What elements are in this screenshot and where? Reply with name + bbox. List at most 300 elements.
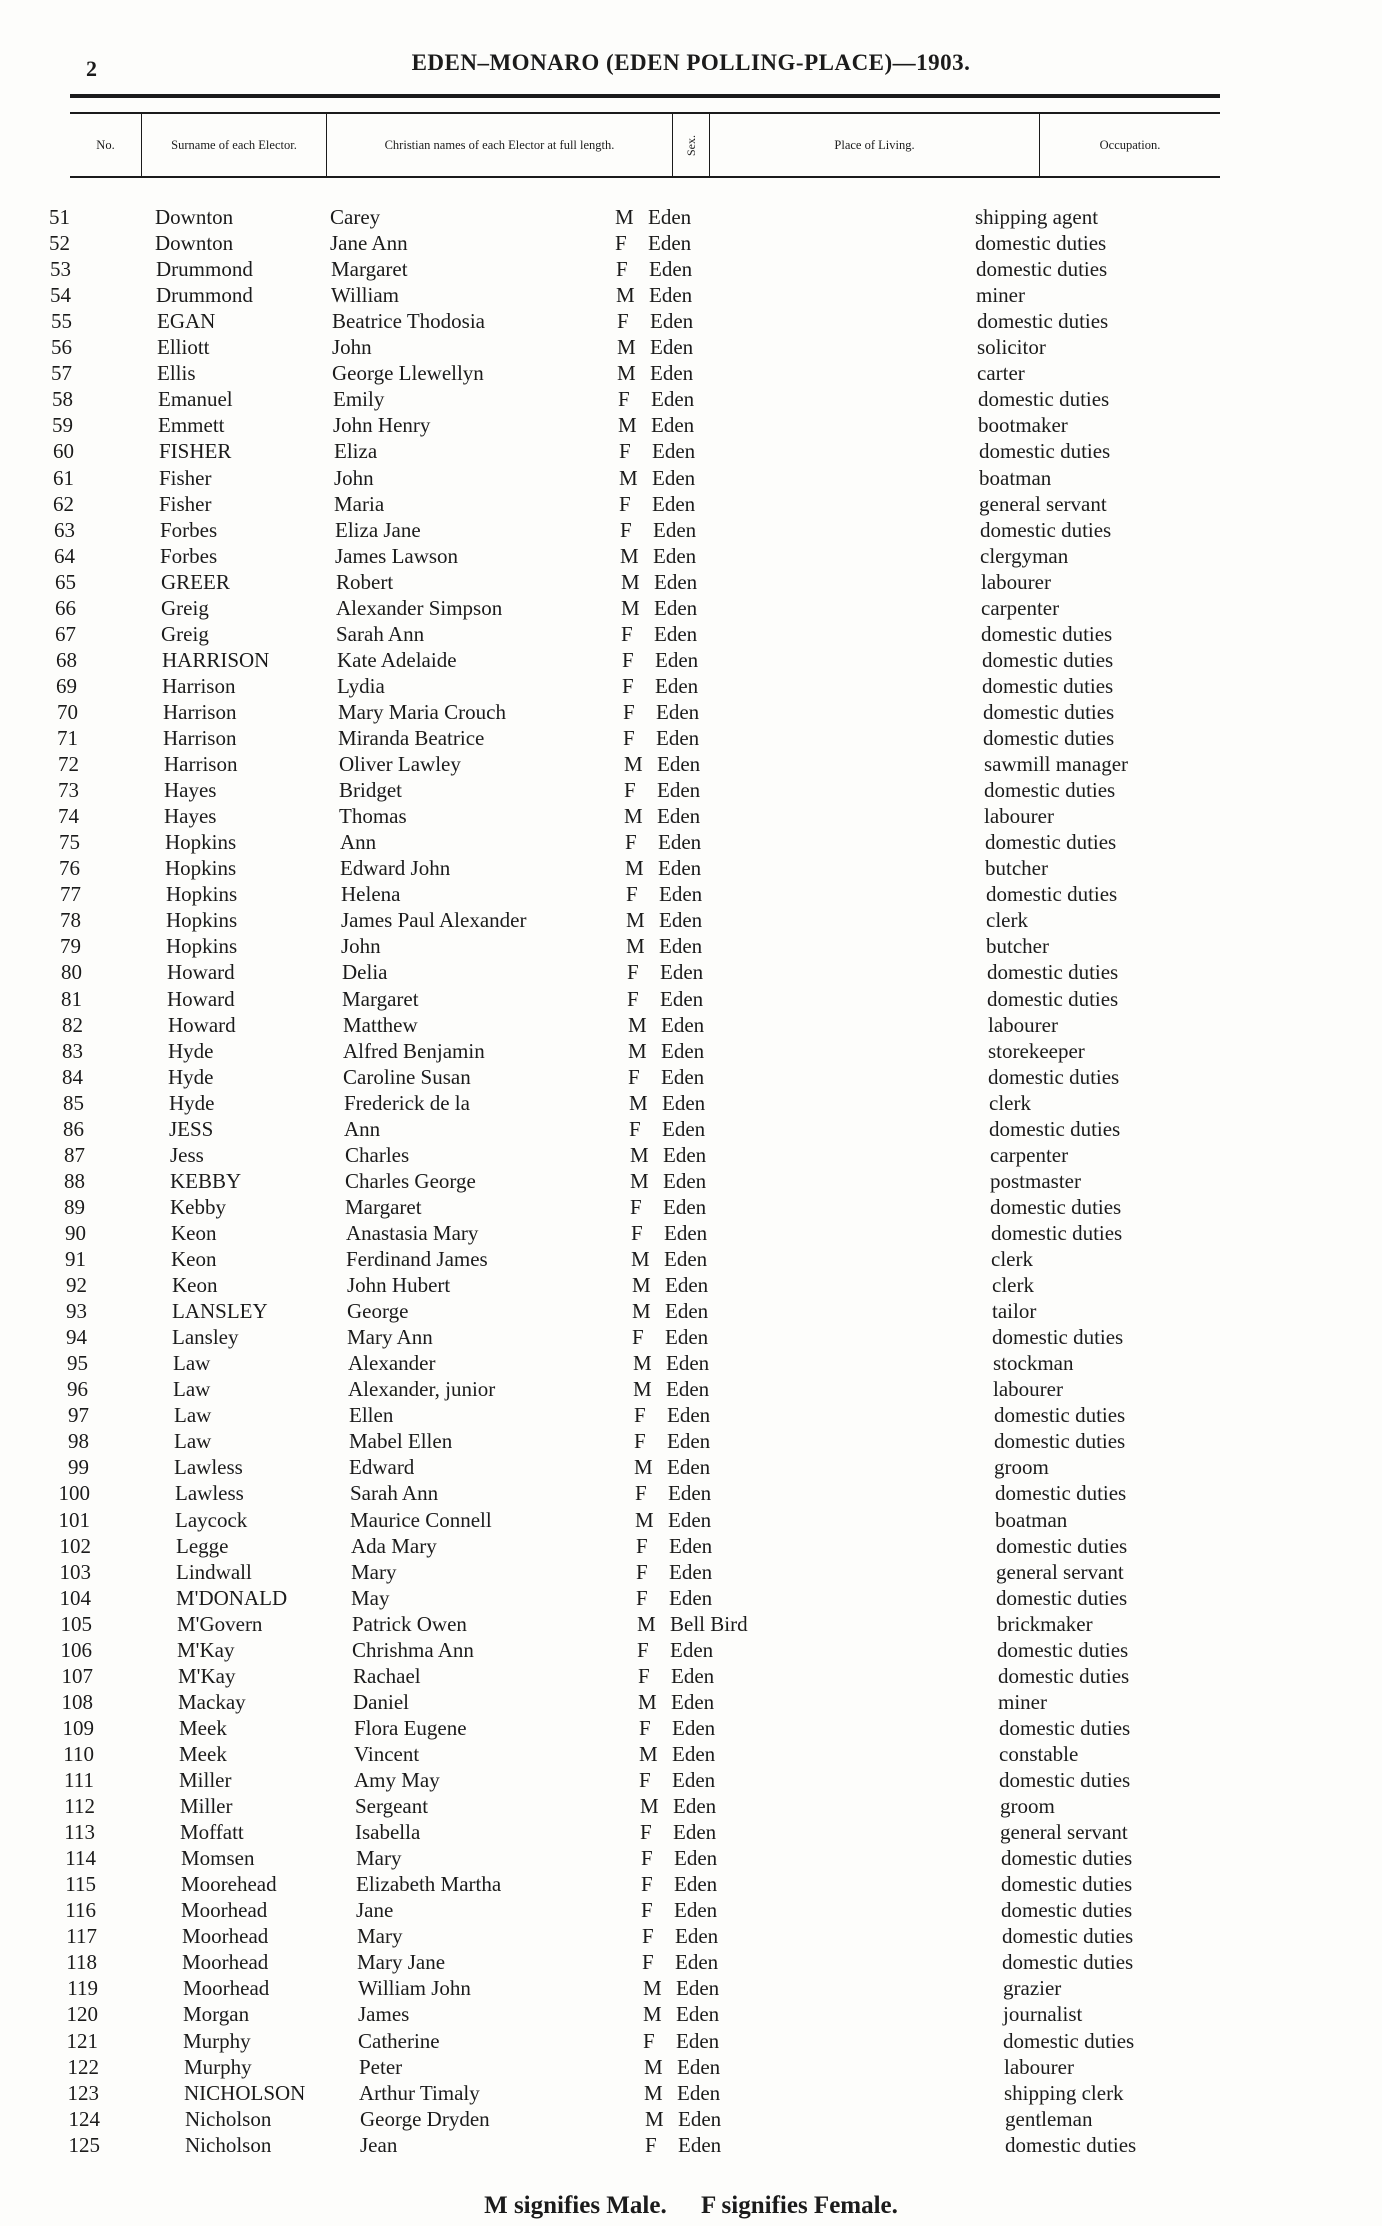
cell-surname: Keon [171,1247,217,1271]
cell-occupation: domestic duties [997,1638,1129,1662]
table-row [0,1480,1382,1506]
header-rule-bottom [70,176,1220,178]
cell-christian-names: Rachael [353,1664,421,1688]
cell-christian-names: John [332,335,372,359]
cell-surname: Meek [179,1716,227,1740]
cell-place: Eden [678,2133,722,2157]
cell-surname: Harrison [163,700,237,724]
cell-surname: KEBBY [170,1169,242,1193]
cell-surname: M'Kay [178,1664,236,1688]
table-row [0,1871,1382,1897]
cell-sex: F [626,882,638,906]
footer-male-note: M signifies Male. [484,2192,667,2219]
column-header-no: No. [70,114,142,176]
cell-number: 67 [55,622,76,646]
cell-number: 57 [51,361,72,385]
cell-occupation: sawmill manager [984,752,1129,776]
cell-occupation: stockman [993,1351,1074,1375]
cell-christian-names: James [358,2002,410,2026]
cell-sex: F [622,674,634,698]
table-row [0,1142,1382,1168]
table-row [0,1637,1382,1663]
cell-christian-names: Sergeant [355,1794,429,1818]
cell-place: Eden [659,882,703,906]
cell-christian-names: John [341,934,381,958]
table-row [0,1741,1382,1767]
table-row [0,699,1382,725]
cell-sex: F [636,1586,648,1610]
cell-occupation: domestic duties [980,518,1112,542]
cell-occupation: shipping clerk [1004,2081,1124,2105]
cell-christian-names: Bridget [339,778,402,802]
cell-christian-names: Margaret [342,987,419,1011]
cell-sex: F [634,1429,646,1453]
cell-number: 68 [56,648,77,672]
cell-occupation: domestic duties [987,987,1119,1011]
table-row [0,1923,1382,1949]
cell-sex: F [639,1768,651,1792]
cell-number: 83 [62,1039,83,1063]
cell-christian-names: Caroline Susan [343,1065,471,1089]
table-row [0,2080,1382,2106]
cell-number: 103 [59,1560,91,1584]
cell-place: Eden [676,2002,720,2026]
cell-place: Eden [668,1508,712,1532]
cell-surname: Harrison [163,726,237,750]
table-row [0,204,1382,230]
cell-occupation: domestic duties [1003,2029,1135,2053]
cell-number: 100 [58,1481,90,1505]
cell-number: 111 [64,1768,94,1792]
cell-surname: Miller [180,1794,233,1818]
cell-christian-names: Chrishma Ann [352,1638,474,1662]
cell-sex: M [628,1013,647,1037]
table-row [0,412,1382,438]
cell-number: 55 [51,309,72,333]
cell-christian-names: Frederick de la [344,1091,470,1115]
cell-surname: NICHOLSON [184,2081,306,2105]
table-row [0,308,1382,334]
cell-sex: F [625,830,637,854]
cell-number: 60 [53,439,74,463]
cell-christian-names: Matthew [343,1013,418,1037]
cell-occupation: labourer [988,1013,1058,1037]
cell-place: Eden [661,1065,705,1089]
cell-occupation: domestic duties [982,674,1114,698]
cell-place: Bell Bird [670,1612,748,1636]
cell-place: Eden [666,1377,710,1401]
cell-occupation: domestic duties [975,231,1107,255]
cell-sex: M [632,1299,651,1323]
cell-sex: M [624,804,643,828]
table-row [0,803,1382,829]
cell-surname: Hyde [168,1039,214,1063]
cell-christian-names: Daniel [353,1690,409,1714]
cell-surname: Fisher [159,492,212,516]
cell-number: 114 [65,1846,96,1870]
cell-sex: F [636,1534,648,1558]
cell-number: 125 [68,2133,100,2157]
cell-place: Eden [670,1638,714,1662]
cell-number: 86 [63,1117,84,1141]
cell-place: Eden [652,492,696,516]
cell-sex: M [638,1690,657,1714]
cell-surname: Moorhead [182,1924,269,1948]
cell-sex: M [616,283,635,307]
cell-christian-names: James Paul Alexander [341,908,527,932]
cell-sex: F [642,1924,654,1948]
table-row [0,933,1382,959]
table-row [0,1298,1382,1324]
cell-surname: M'Govern [177,1612,263,1636]
cell-number: 73 [58,778,79,802]
cell-number: 76 [59,856,80,880]
cell-number: 61 [53,466,74,490]
cell-surname: Hopkins [165,830,237,854]
cell-surname: Greig [161,596,209,620]
table-row [0,1689,1382,1715]
cell-occupation: clergyman [980,544,1069,568]
cell-sex: M [630,1143,649,1167]
cell-number: 65 [55,570,76,594]
table-row [0,282,1382,308]
cell-place: Eden [665,1325,709,1349]
cell-place: Eden [648,231,692,255]
cell-number: 102 [59,1534,91,1558]
cell-surname: Ellis [157,361,196,385]
cell-place: Eden [653,544,697,568]
cell-place: Eden [656,700,700,724]
cell-surname: Meek [179,1742,227,1766]
cell-christian-names: Anastasia Mary [346,1221,479,1245]
table-row [0,1507,1382,1533]
cell-christian-names: Margaret [331,257,408,281]
cell-sex: F [641,1872,653,1896]
cell-occupation: labourer [981,570,1051,594]
table-row [0,517,1382,543]
cell-place: Eden [657,752,701,776]
cell-sex: F [615,231,627,255]
cell-place: Eden [675,1924,719,1948]
table-row [0,1012,1382,1038]
cell-occupation: bootmaker [978,413,1068,437]
cell-surname: Fisher [159,466,212,490]
cell-occupation: general servant [1000,1820,1128,1844]
cell-christian-names: Emily [333,387,385,411]
cell-sex: M [633,1377,652,1401]
cell-place: Eden [653,518,697,542]
cell-sex: F [634,1403,646,1427]
cell-number: 101 [58,1508,90,1532]
cell-surname: Howard [167,987,235,1011]
cell-place: Eden [655,674,699,698]
cell-place: Eden [677,2055,721,2079]
cell-occupation: general servant [979,492,1107,516]
cell-sex: M [644,2055,663,2079]
cell-surname: Lawless [174,1455,243,1479]
cell-number: 91 [65,1247,86,1271]
cell-sex: M [625,856,644,880]
cell-place: Eden [650,335,694,359]
cell-place: Eden [667,1403,711,1427]
cell-surname: Drummond [156,283,253,307]
cell-place: Eden [659,908,703,932]
cell-number: 113 [64,1820,95,1844]
cell-christian-names: Carey [330,205,381,229]
cell-place: Eden [675,1950,719,1974]
cell-surname: Moffatt [180,1820,244,1844]
cell-christian-names: Maurice Connell [350,1508,492,1532]
cell-occupation: carter [977,361,1025,385]
table-row [0,777,1382,803]
table-row [0,386,1382,412]
cell-sex: F [628,1065,640,1089]
cell-occupation: miner [976,283,1025,307]
cell-number: 104 [59,1586,91,1610]
page-number: 2 [86,56,97,81]
cell-occupation: domestic duties [992,1325,1124,1349]
table-row [0,1116,1382,1142]
cell-sex: F [638,1664,650,1688]
cell-sex: M [615,205,634,229]
cell-place: Eden [658,856,702,880]
cell-christian-names: Miranda Beatrice [338,726,485,750]
cell-surname: Keon [171,1221,217,1245]
cell-sex: M [619,466,638,490]
cell-christian-names: Ferdinand James [346,1247,488,1271]
header-rule-thick [70,94,1220,98]
cell-number: 63 [54,518,75,542]
cell-christian-names: Peter [359,2055,403,2079]
cell-surname: Law [173,1351,211,1375]
cell-occupation: brickmaker [997,1612,1093,1636]
cell-surname: Legge [176,1534,229,1558]
cell-occupation: clerk [989,1091,1031,1115]
cell-surname: Moorhead [183,1976,270,2000]
table-row [0,1767,1382,1793]
table-row [0,751,1382,777]
cell-christian-names: May [351,1586,390,1610]
cell-sex: F [632,1325,644,1349]
cell-place: Eden [654,622,698,646]
cell-surname: Morgan [183,2002,250,2026]
cell-christian-names: Eliza [334,439,378,463]
cell-number: 90 [65,1221,86,1245]
cell-occupation: storekeeper [988,1039,1085,1063]
cell-place: Eden [659,934,703,958]
cell-surname: Hyde [169,1091,215,1115]
cell-occupation: domestic duties [976,257,1108,281]
table-row [0,2054,1382,2080]
cell-christian-names: Mary Maria Crouch [338,700,506,724]
cell-sex: M [631,1247,650,1271]
cell-number: 98 [68,1429,89,1453]
table-row [0,1949,1382,1975]
cell-number: 58 [52,387,73,411]
cell-number: 64 [54,544,75,568]
cell-number: 81 [61,987,82,1011]
cell-number: 70 [57,700,78,724]
cell-number: 77 [60,882,81,906]
cell-place: Eden [664,1247,708,1271]
cell-place: Eden [674,1846,718,1870]
table-row [0,1663,1382,1689]
cell-christian-names: Mary Ann [347,1325,433,1349]
cell-place: Eden [665,1299,709,1323]
cell-christian-names: Helena [341,882,401,906]
cell-place: Eden [668,1481,712,1505]
cell-occupation: miner [998,1690,1047,1714]
table-row [0,1168,1382,1194]
cell-surname: EGAN [157,309,216,333]
cell-surname: Hayes [164,804,217,828]
column-header-christian-names: Christian names of each Elector at full length. [327,114,673,176]
cell-surname: Howard [167,960,235,984]
table-header [70,114,1220,176]
cell-occupation: domestic duties [983,726,1115,750]
cell-christian-names: Alexander Simpson [336,596,503,620]
cell-sex: F [627,987,639,1011]
cell-number: 107 [61,1664,93,1688]
cell-place: Eden [657,804,701,828]
cell-surname: Law [174,1429,212,1453]
table-row [0,334,1382,360]
cell-sex: M [630,1169,649,1193]
cell-place: Eden [649,283,693,307]
cell-christian-names: George Dryden [360,2107,490,2131]
cell-number: 105 [60,1612,92,1636]
cell-sex: F [643,2029,655,2053]
cell-sex: F [635,1481,647,1505]
table-row [0,1975,1382,2001]
cell-number: 121 [66,2029,98,2053]
cell-christian-names: Ellen [349,1403,394,1427]
cell-place: Eden [661,1039,705,1063]
cell-place: Eden [651,413,695,437]
cell-occupation: domestic duties [988,1065,1120,1089]
cell-surname: Momsen [181,1846,255,1870]
cell-occupation: domestic duties [996,1534,1128,1558]
cell-place: Eden [667,1429,711,1453]
cell-surname: FISHER [159,439,232,463]
cell-place: Eden [666,1351,710,1375]
cell-christian-names: James Lawson [335,544,459,568]
cell-christian-names: Elizabeth Martha [356,1872,502,1896]
column-header-surname: Surname of each Elector. [142,114,327,176]
cell-place: Eden [652,439,696,463]
cell-occupation: general servant [996,1560,1124,1584]
table-row [0,1533,1382,1559]
cell-christian-names: Ann [344,1117,381,1141]
cell-surname: Miller [179,1768,232,1792]
cell-christian-names: Mary [356,1846,402,1870]
cell-sex: F [636,1560,648,1584]
cell-occupation: domestic duties [987,960,1119,984]
cell-occupation: domestic duties [999,1768,1131,1792]
cell-sex: F [620,518,632,542]
table-row [0,959,1382,985]
table-row [0,1064,1382,1090]
table-row [0,2001,1382,2027]
cell-surname: Forbes [160,518,218,542]
table-row [0,1194,1382,1220]
cell-surname: Drummond [156,257,253,281]
cell-christian-names: Oliver Lawley [339,752,461,776]
cell-sex: M [639,1742,658,1766]
cell-sex: F [631,1221,643,1245]
cell-sex: M [621,596,640,620]
cell-christian-names: Lydia [337,674,385,698]
cell-number: 69 [56,674,77,698]
table-row [0,986,1382,1012]
cell-number: 122 [67,2055,99,2079]
cell-surname: Moorhead [182,1950,269,1974]
cell-number: 52 [49,231,70,255]
cell-surname: Downton [155,205,234,229]
cell-number: 117 [66,1924,97,1948]
cell-number: 95 [67,1351,88,1375]
cell-surname: Keon [172,1273,218,1297]
cell-occupation: labourer [993,1377,1063,1401]
cell-occupation: butcher [985,856,1048,880]
cell-surname: M'DONALD [176,1586,288,1610]
cell-place: Eden [664,1221,708,1245]
table-row [0,647,1382,673]
cell-occupation: domestic duties [985,830,1117,854]
table-row [0,465,1382,491]
cell-occupation: domestic duties [984,778,1116,802]
cell-sex: M [640,1794,659,1818]
cell-sex: M [626,908,645,932]
cell-occupation: domestic duties [994,1429,1126,1453]
cell-christian-names: Eliza Jane [335,518,421,542]
cell-place: Eden [669,1534,713,1558]
cell-place: Eden [671,1664,715,1688]
cell-place: Eden [674,1872,718,1896]
cell-occupation: domestic duties [1002,1924,1134,1948]
cell-occupation: groom [1000,1794,1055,1818]
table-row [0,1819,1382,1845]
cell-surname: Harrison [162,674,236,698]
table-row [0,569,1382,595]
cell-place: Eden [663,1169,707,1193]
table-row [0,1220,1382,1246]
table-row [0,1611,1382,1637]
cell-number: 88 [64,1169,85,1193]
cell-number: 92 [66,1273,87,1297]
cell-sex: M [643,2002,662,2026]
table-row [0,595,1382,621]
cell-surname: Downton [155,231,234,255]
cell-occupation: clerk [986,908,1028,932]
cell-place: Eden [662,1117,706,1141]
cell-occupation: shipping agent [975,205,1099,229]
cell-surname: Elliott [157,335,210,359]
cell-sex: F [637,1638,649,1662]
cell-occupation: domestic duties [999,1716,1131,1740]
cell-occupation: domestic duties [1001,1898,1133,1922]
cell-sex: F [623,700,635,724]
cell-sex: M [644,2081,663,2105]
cell-number: 53 [50,257,71,281]
cell-number: 74 [58,804,79,828]
cell-christian-names: Vincent [354,1742,420,1766]
cell-place: Eden [652,466,696,490]
cell-place: Eden [669,1586,713,1610]
cell-surname: Lawless [175,1481,244,1505]
table-row [0,256,1382,282]
table-row [0,1090,1382,1116]
